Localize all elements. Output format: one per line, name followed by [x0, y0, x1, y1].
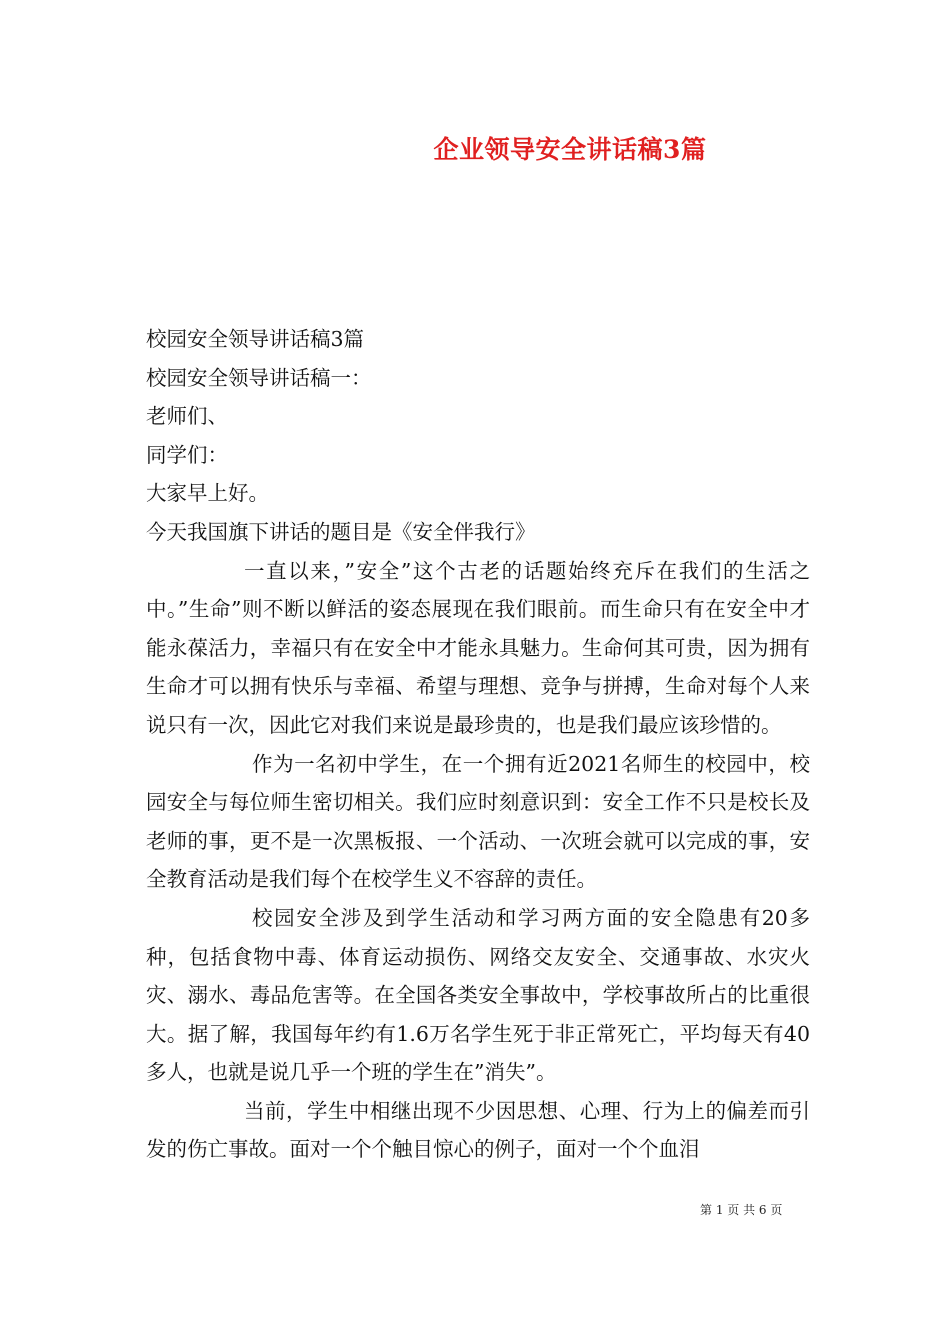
document-body — [146, 320, 810, 1169]
page-footer: 第 1 页 共 6 页 — [700, 1203, 783, 1217]
topic-paragraph: 今天我国旗下讲话的题目是《安全伴我行》 — [146, 519, 536, 544]
body-paragraph: 校园安全涉及到学生活动和学习两方面的安全隐患有20多种，包括食物中毒、体育运动损伤、网络交友安全、交通事故、水灾火灾、溺水、毒品危害等。在全国各类安全事故中，学校事故所占的比重很大。据了解，我国每年约有1.6万名学生死于非正常死亡，平均每天有40多人，也就是说几乎一个班的学生在”消失”。 — [146, 905, 810, 1085]
section-heading: 校园安全领导讲话稿一： — [146, 365, 372, 390]
salutation-teachers: 老师们、 — [146, 404, 228, 429]
body-paragraph: 当前，学生中相继出现不少因思想、心理、行为上的偏差而引发的伤亡事故。面对一个个触目惊心的例子，面对一个个血泪 — [146, 1098, 810, 1162]
greeting-paragraph: 大家早上好。 — [146, 481, 269, 506]
body-paragraph: 作为一名初中学生，在一个拥有近2021名师生的校园中，校园安全与每位师生密切相关。我们应时刻意识到：安全工作不只是校长及老师的事，更不是一次黑板报、一个活动、一次班会就可以完成的事，安全教育活动是我们每个在校学生义不容辞的责任。 — [146, 751, 810, 892]
document-title: 企业领导安全讲话稿3篇 — [433, 135, 707, 164]
salutation-students: 同学们： — [146, 442, 228, 467]
body-paragraph: 一直以来，”安全”这个古老的话题始终充斥在我们的生活之中。”生命”则不断以鲜活的姿态展现在我们眼前。而生命只有在安全中才能永葆活力，幸福只有在安全中才能永具魅力。生命何其可贵，因为拥有生命才可以拥有快乐与幸福、希望与理想、竞争与拼搏，生命对每个人来说只有一次，因此它对我们来说是最珍贵的，也是我们最应该珍惜的。 — [146, 558, 810, 737]
subtitle-paragraph: 校园安全领导讲话稿3篇 — [146, 327, 365, 351]
